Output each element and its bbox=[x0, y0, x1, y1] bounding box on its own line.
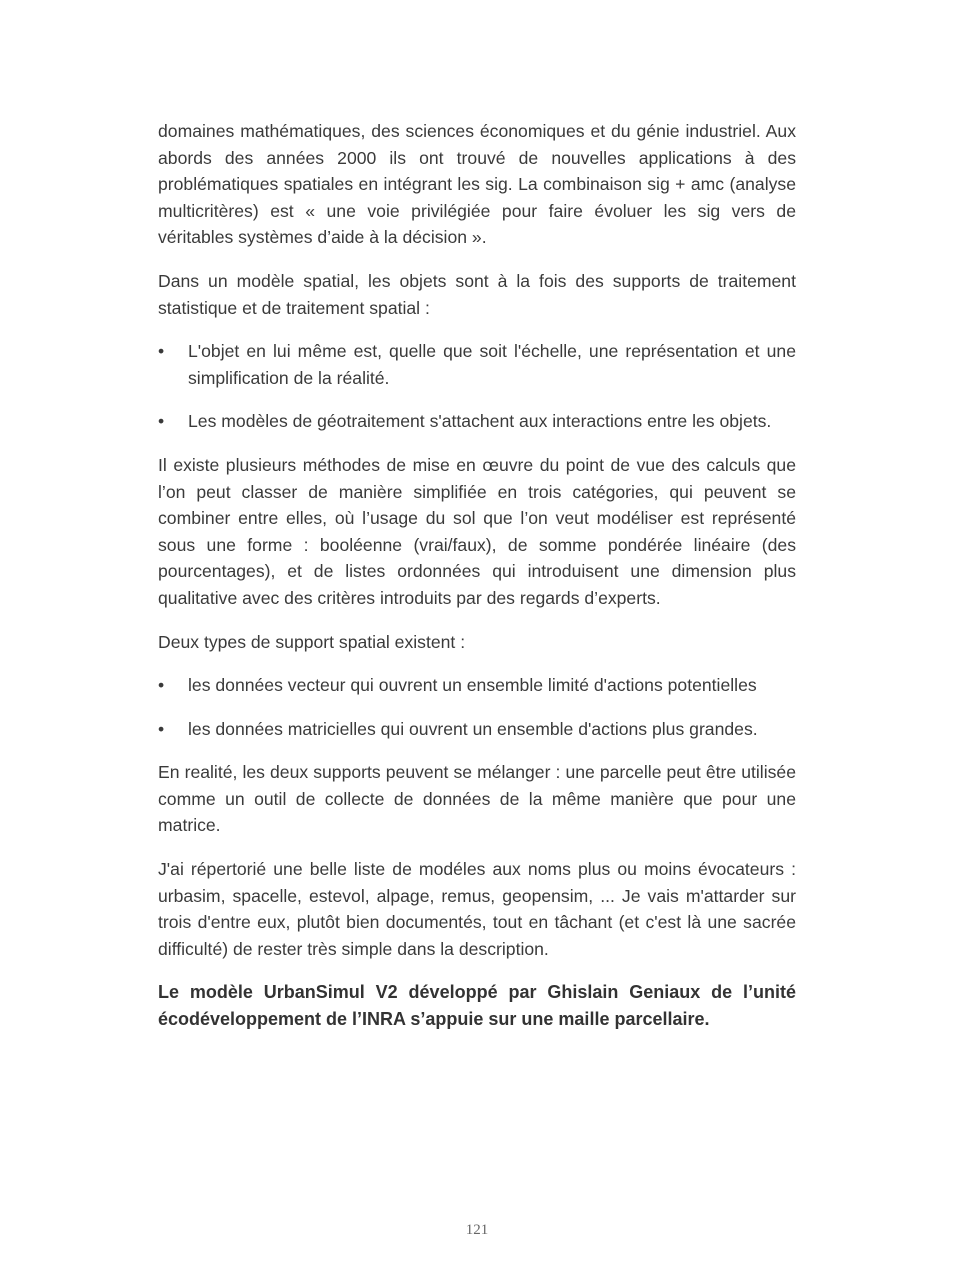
list-item-text: L'objet en lui même est, quelle que soit l'échelle, une représentation et une simplification de la réalité. bbox=[188, 341, 796, 388]
bullet-icon: • bbox=[158, 411, 165, 432]
paragraph-mcda-intro: domaines mathématiques, des sciences économiques et du génie industriel. Aux abords des années 2000 ils ont trouvé de nouvelles applications à des problématiques spatiales en intégrant les sig. La combinaison sig + amc (analyse multicritères) est « une voie privilégiée pour faire évoluer les sig vers de véritables systèmes d’aide à la décision ». bbox=[158, 121, 796, 248]
paragraph-urbansimul-heading: Le modèle UrbanSimul V2 développé par Ghislain Geniaux de l’unité écodéveloppement de l’INRA s’appuie sur une maille parcellaire. bbox=[158, 982, 796, 1030]
list-item bbox=[158, 716, 796, 743]
bullet-icon: • bbox=[158, 675, 165, 696]
bullet-icon: • bbox=[158, 718, 165, 739]
paragraph-mixed-supports: En realité, les deux supports peuvent se mélanger : une parcelle peut être utilisée comme un outil de collecte de données de la même manière que pour une matrice. bbox=[158, 762, 796, 836]
paragraph-spatial-objects: Dans un modèle spatial, les objets sont à la fois des supports de traitement statistique et de traitement spatial : bbox=[158, 270, 796, 318]
list-item bbox=[158, 338, 796, 391]
support-list bbox=[158, 672, 796, 742]
paragraph-model-list: J'ai répertorié une belle liste de modéles aux noms plus ou moins évocateurs : urbasim, spacelle, estevol, alpage, remus, geopensim, ... Je vais m'attarder sur trois d'entre eux, plutôt bien documentés, tout en tâchant (et c'est là une sacrée difficulté) de rester très simple dans la description. bbox=[158, 859, 796, 959]
object-list bbox=[158, 338, 796, 435]
page-body bbox=[158, 118, 796, 1033]
list-item bbox=[158, 408, 796, 435]
list-item-text: les données matricielles qui ouvrent un ensemble d'actions plus grandes. bbox=[188, 718, 758, 739]
list-item-text: les données vecteur qui ouvrent un ensemble limité d'actions potentielles bbox=[188, 675, 757, 696]
list-item-text: Les modèles de géotraitement s'attachent aux interactions entre les objets. bbox=[188, 411, 772, 432]
page-number: 121 bbox=[465, 1222, 489, 1238]
list-item bbox=[158, 672, 796, 699]
paragraph-support-types: Deux types de support spatial existent : bbox=[158, 631, 466, 652]
bullet-icon: • bbox=[158, 341, 165, 362]
paragraph-calculation-methods: Il existe plusieurs méthodes de mise en œuvre du point de vue des calculs que l’on peut classer de manière simplifiée en trois catégories, qui peuvent se combiner entre elles, où l’usage du sol que l’on veut modéliser est représenté sous une forme : booléenne (vrai/faux), de somme pondérée linéaire (des pourcentages), et de listes ordonnées qui introduisent une dimension plus qualitative avec des critères introduits par des regards d’experts. bbox=[158, 454, 796, 608]
